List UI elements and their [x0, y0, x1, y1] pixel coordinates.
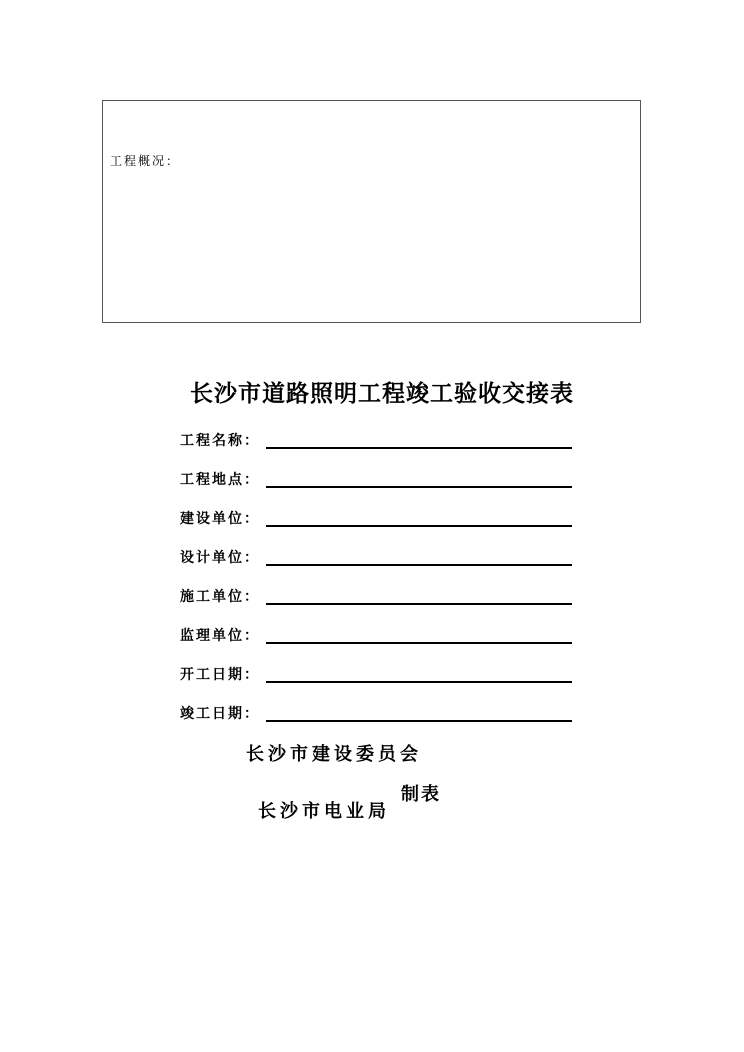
- made-by-label: 制表: [401, 784, 441, 805]
- field-label: 竣工日期：: [180, 706, 260, 722]
- field-blank-line: [266, 603, 572, 605]
- field-completion-date: [180, 703, 580, 723]
- field-blank-line: [266, 720, 572, 722]
- field-blank-line: [266, 681, 572, 683]
- field-project-name: [180, 430, 580, 450]
- field-label: 建设单位：: [180, 511, 260, 527]
- issuer-power-bureau: 长沙市电业局: [258, 801, 390, 822]
- field-blank-line: [266, 447, 572, 449]
- field-label: 监理单位：: [180, 628, 260, 644]
- issuer-construction-committee: 长沙市建设委员会: [246, 744, 422, 765]
- field-project-location: [180, 469, 580, 489]
- field-supervision-unit: [180, 625, 580, 645]
- field-blank-line: [266, 525, 572, 527]
- field-start-date: [180, 664, 580, 684]
- field-blank-line: [266, 486, 572, 488]
- field-label: 施工单位：: [180, 589, 260, 605]
- field-label: 开工日期：: [180, 667, 260, 683]
- field-blank-line: [266, 564, 572, 566]
- field-design-unit: [180, 547, 580, 567]
- field-label: 工程地点：: [180, 472, 260, 488]
- project-overview-label: 工程概况：: [110, 154, 181, 168]
- field-label: 工程名称：: [180, 433, 260, 449]
- page-title: 长沙市道路照明工程竣工验收交接表: [190, 380, 574, 407]
- field-construction-unit: [180, 508, 580, 528]
- field-label: 设计单位：: [180, 550, 260, 566]
- field-blank-line: [266, 642, 572, 644]
- project-overview-box: [102, 100, 641, 323]
- field-contractor-unit: [180, 586, 580, 606]
